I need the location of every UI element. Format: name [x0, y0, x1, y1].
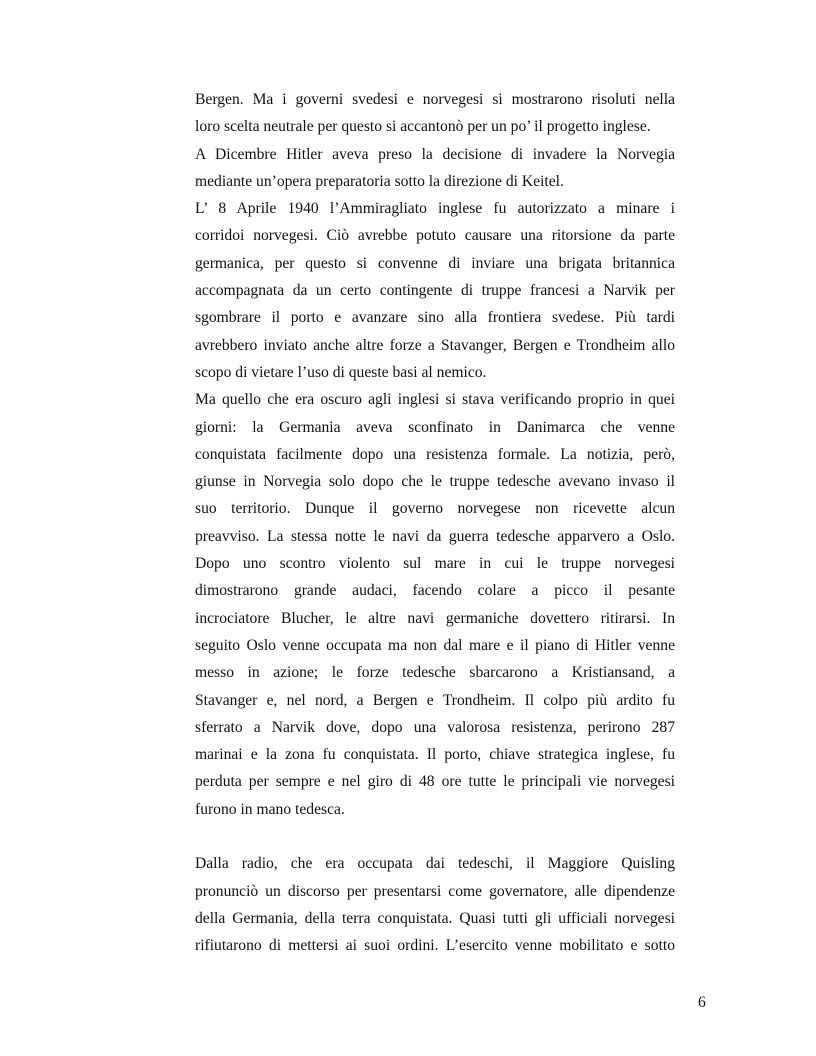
text-line: dimostrarono grande audaci, facendo colare a picco il pesante [195, 582, 675, 600]
text-line: sgombrare il porto e avanzare sino alla frontiera svedese. Più tardi [195, 309, 675, 327]
text-line: Ma quello che era oscuro agli inglesi si stava verificando proprio in quei [195, 391, 675, 409]
text-line: rifiutarono di mettersi ai suoi ordini. L’esercito venne mobilitato e sotto [195, 937, 675, 955]
paragraph [195, 195, 675, 386]
text-line: scopo di vietare l’uso di queste basi al nemico. [195, 363, 487, 381]
text-line: mediante un’opera preparatoria sotto la direzione di Keitel. [195, 172, 564, 190]
paragraph-gap [195, 823, 675, 850]
text-line: suo territorio. Dunque il governo norvegese non ricevette alcun [195, 500, 675, 518]
text-line: furono in mano tedesca. [195, 800, 345, 818]
text-line: pronunciò un discorso per presentarsi come governatore, alle dipendenze [195, 882, 675, 900]
text-line: marinai e la zona fu conquistata. Il porto, chiave strategica inglese, fu [195, 746, 675, 764]
text-line: A Dicembre Hitler aveva preso la decisione di invadere la Norvegia [195, 145, 675, 163]
text-line: giorni: la Germania aveva sconfinato in Danimarca che venne [195, 418, 675, 436]
document-body [195, 86, 675, 960]
text-line: Dopo uno scontro violento sul mare in cui le truppe norvegesi [195, 555, 675, 573]
text-line: Bergen. Ma i governi svedesi e norvegesi si mostrarono risoluti nella [195, 91, 675, 108]
paragraph [195, 386, 675, 823]
text-line: accompagnata da un certo contingente di truppe francesi a Narvik per [195, 282, 675, 300]
text-line: sferrato a Narvik dove, dopo una valorosa resistenza, perirono 287 [195, 718, 675, 736]
text-line: Stavanger e, nel nord, a Bergen e Trondheim. Il colpo più ardito fu [195, 691, 675, 709]
text-line: avrebbero inviato anche altre forze a Stavanger, Bergen e Trondheim allo [195, 336, 675, 354]
text-line: loro scelta neutrale per questo si accantonò per un po’ il progetto inglese. [195, 118, 651, 136]
text-line: perduta per sempre e nel giro di 48 ore tutte le principali vie norvegesi [195, 773, 675, 791]
page-number: 6 [698, 994, 706, 1011]
text-line: della Germania, della terra conquistata. Quasi tutti gli ufficiali norvegesi [195, 909, 675, 927]
text-line: germanica, per questo si convenne di inviare una brigata britannica [195, 254, 675, 272]
paragraph [195, 141, 675, 196]
text-line: conquistata facilmente dopo una resistenza formale. La notizia, però, [195, 445, 675, 463]
text-line: giunse in Norvegia solo dopo che le truppe tedesche avevano invaso il [195, 473, 675, 491]
text-line: seguito Oslo venne occupata ma non dal mare e il piano di Hitler venne [195, 636, 675, 654]
paragraph [195, 86, 675, 141]
text-line: L’ 8 Aprile 1940 l’Ammiragliato inglese fu autorizzato a minare i [195, 200, 675, 218]
paragraph [195, 850, 675, 959]
text-line: preavviso. La stessa notte le navi da guerra tedesche apparvero a Oslo. [195, 527, 675, 545]
text-line: Dalla radio, che era occupata dai tedeschi, il Maggiore Quisling [195, 855, 675, 873]
text-line: incrociatore Blucher, le altre navi germaniche dovettero ritirarsi. In [195, 609, 675, 627]
text-line: messo in azione; le forze tedesche sbarcarono a Kristiansand, a [195, 664, 675, 682]
text-line: corridoi norvegesi. Ciò avrebbe potuto causare una ritorsione da parte [195, 227, 675, 245]
